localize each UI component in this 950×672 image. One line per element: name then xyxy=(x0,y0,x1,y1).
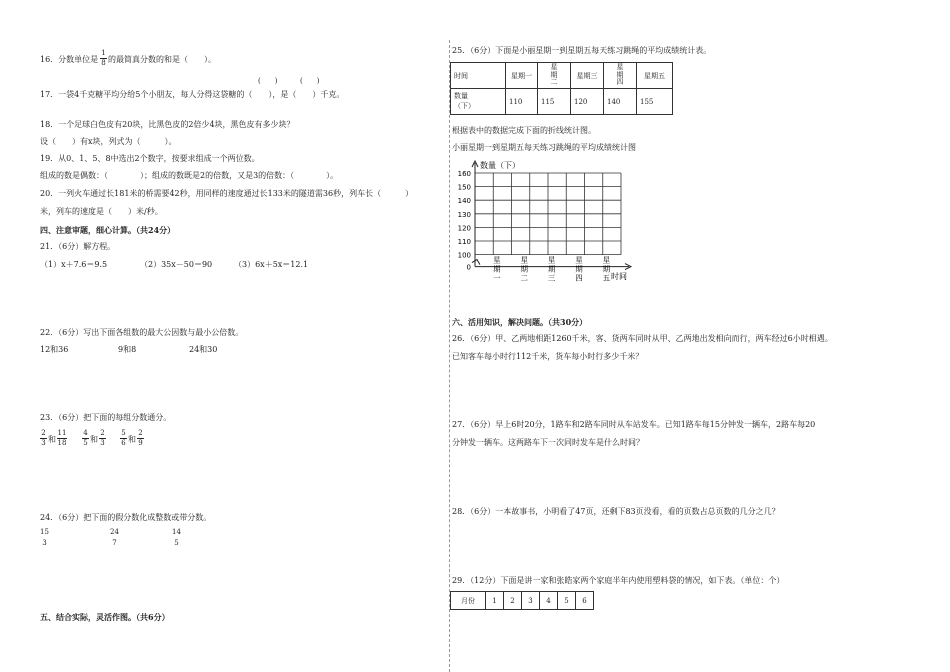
chart-x-category-glyph: 星 xyxy=(575,255,583,265)
q18-line1: 18．一个足球白色皮有20块，比黑色皮的2倍少4块，黑色皮有多少块？ xyxy=(40,120,295,129)
q24-title: 24．（6分）把下面的假分数化成整数或带分数。 xyxy=(40,513,212,522)
q24-frac-1 xyxy=(40,529,49,547)
q24-f3-num: 14 xyxy=(172,528,181,536)
chart-y-tick-label: 120 xyxy=(457,224,471,233)
q23-pair3-b xyxy=(137,430,144,447)
chart-x-category-glyph: 星 xyxy=(547,255,556,265)
section6-heading: 六、活用知识，解决问题。（共30分） xyxy=(452,317,588,327)
q19-line2: 组成的数是偶数：（ ）；组成的数既是2的倍数，又是3的倍数：（ ）。 xyxy=(40,171,339,180)
q23-pair2-a xyxy=(82,430,89,447)
q17-blank1: （ ） xyxy=(244,90,273,99)
q25-val-tue: 115 xyxy=(538,89,571,115)
q18-line2: 设（ ）有x块，列式为（ ）。 xyxy=(40,137,177,146)
q26-line1: 26．（6分）甲、乙两地相距1260千米，客、货两车同时从甲、乙两地出发相向而行，两车经过6小时相遇。 xyxy=(452,334,833,343)
chart-x-category-glyph: 期 xyxy=(575,264,583,274)
q25-th-tue-2: 期 xyxy=(550,70,558,79)
q25-th-time: 时间 xyxy=(451,63,506,89)
q23-pair1-b xyxy=(57,430,67,447)
chart-y-tick-label: 140 xyxy=(457,197,471,206)
chart-y-ticks xyxy=(458,170,471,272)
q23-p2a-num: 4 xyxy=(83,429,88,437)
chart-x-category-glyph: 星 xyxy=(520,255,529,265)
q25-row-label-1: 数量 xyxy=(454,92,468,101)
chart-y-tick-label: 160 xyxy=(457,170,471,178)
q22-item-2: 9和8 xyxy=(118,345,137,354)
q28-text: 28．（6分）一本故事书，小明看了47页，还剩下83页没看，看的页数占总页数的几分之几？ xyxy=(452,507,780,516)
q24-f2-num: 24 xyxy=(110,528,119,536)
q23-p1a-num: 2 xyxy=(41,429,46,437)
q25-row-label xyxy=(451,89,506,115)
q23-pair2-and: 和 xyxy=(90,435,98,444)
chart-axis-break xyxy=(472,260,480,265)
q16-before: 16．分数单位是 xyxy=(40,55,99,64)
chart-grid-group xyxy=(472,161,631,270)
q25-chart-title: 小丽星期一到星期五每天练习跳绳的平均成绩统计图 xyxy=(452,143,636,152)
chart-x-category-glyph: 期 xyxy=(547,264,556,274)
q23-pair1-a xyxy=(40,430,47,447)
chart-x-category-glyph: 期 xyxy=(520,264,529,274)
chart-x-category-glyph: 三 xyxy=(547,273,556,283)
q25-score-table xyxy=(450,62,673,115)
q17-text xyxy=(40,91,344,99)
q17-blank-top-2: ( ) xyxy=(300,77,320,85)
q25-val-fri: 155 xyxy=(637,89,673,115)
q23-p3a-den: 6 xyxy=(121,439,126,447)
q23-p3b-den: 9 xyxy=(138,439,143,447)
q23-p2b-den: 3 xyxy=(100,439,105,447)
q23-p1a-den: 3 xyxy=(41,439,46,447)
q29-text: 29．（12分）下面是讲一家和张皓家两个家庭半年内使用塑料袋的情况，如下表。（单位：个） xyxy=(452,576,785,585)
q23-p2a-den: 5 xyxy=(83,439,88,447)
chart-x-category-glyph: 二 xyxy=(520,273,529,283)
q17-main: 17．一袋4千克糖平均分给5个小朋友，每人分得这袋糖的 xyxy=(40,90,245,99)
q17-end: 千克。 xyxy=(320,90,345,99)
q20-line1: 20．一列火车通过长181米的桥需要42秒，用同样的速度通过长133米的隧道需36秒，列车长（ ） xyxy=(40,189,414,198)
q27-line1: 27．（6分）早上6时20分，1路车和2路车同时从车站发车。已知1路车每15分钟发一辆车，2路车每20 xyxy=(452,420,816,429)
q21-item-2: （2）35x－50＝90 xyxy=(140,260,213,269)
q25-th-wed: 星期三 xyxy=(571,63,604,89)
q16-after: 的最简真分数的和是（ ）。 xyxy=(108,55,216,64)
chart-y-tick-label: 130 xyxy=(457,210,471,219)
q23-pair3-and: 和 xyxy=(128,435,136,444)
q25-title: 25．（6分）下面是小丽星期一到星期五每天练习跳绳的平均成绩统计表。 xyxy=(452,46,712,55)
q29-th-5: 5 xyxy=(558,592,576,610)
q22-item-1: 12和36 xyxy=(40,345,69,354)
q25-th-mon: 星期一 xyxy=(506,63,538,89)
chart-x-category-glyph: 四 xyxy=(575,273,583,283)
q29-th-1: 1 xyxy=(486,592,504,610)
q23-p3b-num: 2 xyxy=(138,429,143,437)
q21-title: 21．（6分）解方程。 xyxy=(40,242,116,251)
q29-th-2: 2 xyxy=(504,592,522,610)
chart-y-tick-label: 110 xyxy=(457,238,471,246)
chart-x-categories xyxy=(493,256,611,283)
q16-frac-num: 1 xyxy=(101,49,106,57)
q29-th-3: 3 xyxy=(522,592,540,610)
chart-x-category-glyph: 星 xyxy=(602,255,611,265)
q23-p1b-num: 11 xyxy=(57,429,67,437)
q25-row-label-2: （下） xyxy=(454,101,475,110)
q23-pair1-and: 和 xyxy=(48,435,56,444)
chart-x-category-glyph: 期 xyxy=(493,264,501,274)
q25-val-wed: 120 xyxy=(571,89,604,115)
chart-x-category-glyph: 期 xyxy=(602,264,611,274)
section4-heading: 四、注意审题，细心计算。（共24分） xyxy=(40,225,176,235)
q23-title: 23．（6分）把下面的每组分数通分。 xyxy=(40,413,172,422)
q25-th-tue-3: 二 xyxy=(550,78,558,87)
q25-th-thu xyxy=(604,63,637,89)
q25-th-tue xyxy=(538,63,571,89)
column-divider xyxy=(449,40,450,672)
q23-pair2-b xyxy=(99,430,106,447)
q24-f1-den: 3 xyxy=(42,539,47,547)
q24-f3-den: 5 xyxy=(174,539,179,547)
q16-fraction xyxy=(100,50,107,67)
chart-x-label: 时间 xyxy=(611,272,627,281)
q29-th-6: 6 xyxy=(576,592,594,610)
q24-f2-den: 7 xyxy=(112,539,117,547)
section5-heading: 五、结合实际，灵活作图。（共6分） xyxy=(40,612,170,622)
q25-val-mon: 110 xyxy=(506,89,538,115)
q27-line2: 分钟发一辆车。这两路车下一次同时发车是什么时间？ xyxy=(452,438,644,447)
chart-x-category-glyph: 一 xyxy=(493,273,501,283)
q17-blank2: （ ） xyxy=(288,90,321,99)
q17-mid: ，是 xyxy=(272,90,289,99)
q17-blank-top-1: ( ) xyxy=(258,77,278,85)
q21-item-3: （3）6x＋5x＝12.1 xyxy=(234,260,309,269)
q25-th-thu-3: 四 xyxy=(616,78,624,87)
q23-p2b-num: 2 xyxy=(100,429,105,437)
q25-th-fri: 星期五 xyxy=(637,63,673,89)
chart-y-label: 数量（下） xyxy=(480,161,520,170)
q24-frac-3 xyxy=(172,529,181,547)
q25-val-thu: 140 xyxy=(604,89,637,115)
q29-bag-table xyxy=(450,591,594,610)
q26-line2: 已知客车每小时行112千米，货车每小时行多少千米？ xyxy=(452,352,644,361)
q23-p1b-den: 18 xyxy=(57,439,67,447)
chart-x-category-glyph: 星 xyxy=(493,255,501,265)
q19-line1: 19．从0、1、5、8中选出2个数字，按要求组成一个两位数。 xyxy=(40,154,260,163)
q25-th-thu-2: 期 xyxy=(616,70,624,79)
q16-frac-den: 8 xyxy=(101,59,106,67)
q21-item-1: （1）x＋7.6＝9.5 xyxy=(40,260,108,269)
line-chart-grid xyxy=(448,156,648,306)
q29-th-4: 4 xyxy=(540,592,558,610)
q23-p3a-num: 5 xyxy=(121,429,126,437)
q25-th-thu-1: 星 xyxy=(616,63,624,72)
q25-th-tue-1: 星 xyxy=(550,63,558,72)
chart-y-tick-label: 100 xyxy=(457,251,471,260)
q25-instruction: 根据表中的数据完成下面的折线统计图。 xyxy=(452,126,596,135)
q22-title: 22．（6分）写出下面各组数的最大公因数与最小公倍数。 xyxy=(40,328,244,337)
chart-y-tick-label: 150 xyxy=(457,183,471,192)
q24-frac-2 xyxy=(110,529,119,547)
q29-th-month: 月份 xyxy=(451,592,486,610)
chart-x-category-glyph: 五 xyxy=(602,273,611,283)
q23-pair3-a xyxy=(120,430,127,447)
q22-item-3: 24和30 xyxy=(189,345,218,354)
q24-f1-num: 15 xyxy=(40,528,49,536)
q20-line2: 米，列车的速度是（ ）米/秒。 xyxy=(40,207,163,216)
chart-y-tick-label: 0 xyxy=(466,263,471,272)
